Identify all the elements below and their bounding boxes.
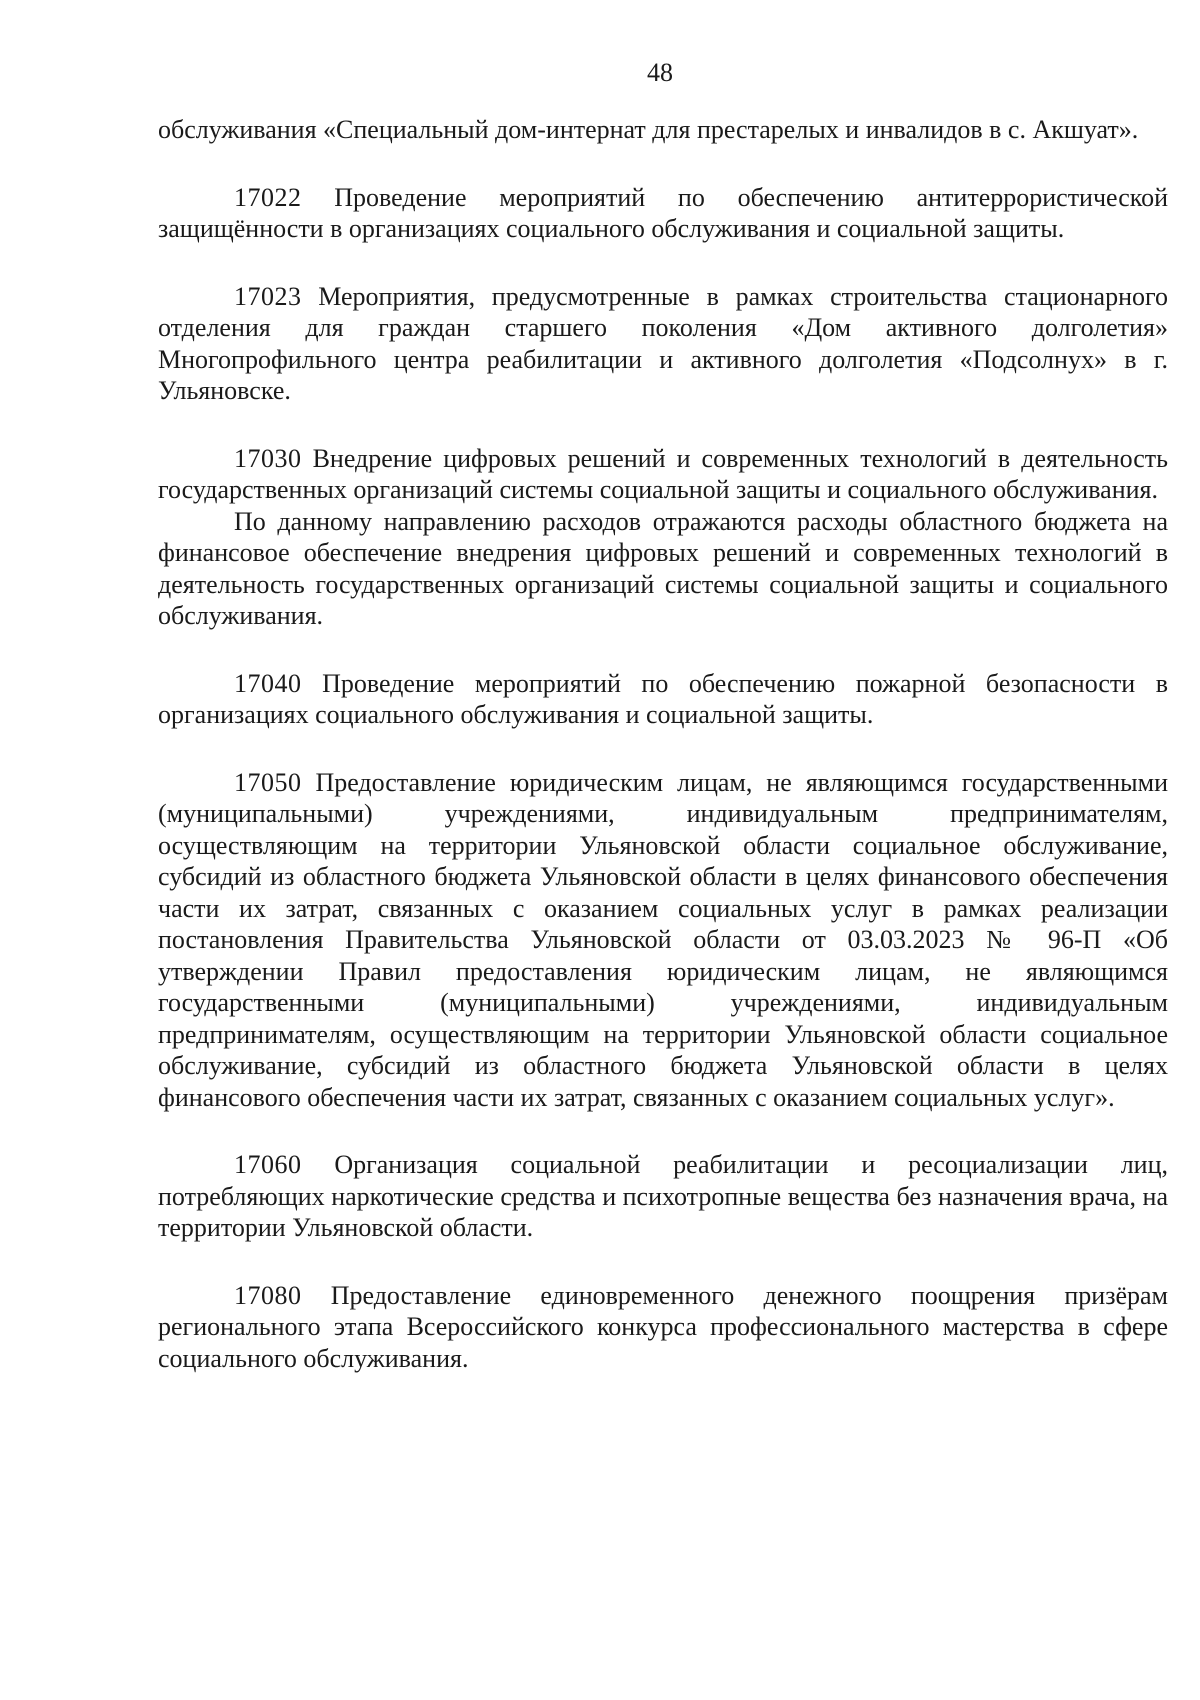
paragraph bbox=[158, 182, 1168, 245]
document-body bbox=[158, 114, 1168, 1374]
section-17023 bbox=[158, 281, 1168, 407]
section-17040 bbox=[158, 668, 1168, 731]
paragraph bbox=[158, 767, 1168, 1114]
paragraph bbox=[158, 114, 1168, 146]
section-intro-continuation bbox=[158, 114, 1168, 146]
budget-code: 17080 bbox=[234, 1280, 302, 1310]
budget-code: 17022 bbox=[234, 182, 302, 212]
paragraph bbox=[158, 1149, 1168, 1244]
paragraph-text: Внедрение цифровых решений и современных технологий в деятельность государственных организаций системы социальной защиты и социального обслуживания. bbox=[158, 443, 1169, 504]
page-number: 48 bbox=[647, 58, 673, 87]
paragraph-text: Предоставление единовременного денежного поощрения призёрам регионального этапа Всероссийского конкурса профессионального мастерства в сфере социального обслуживания. bbox=[158, 1280, 1168, 1373]
budget-code: 17023 bbox=[234, 281, 302, 311]
section-17080 bbox=[158, 1280, 1168, 1375]
paragraph bbox=[158, 1280, 1168, 1375]
budget-code: 17060 bbox=[234, 1150, 302, 1179]
paragraph-text: обслуживания «Специальный дом-интернат для престарелых и инвалидов в с. Акшуат». bbox=[158, 115, 1139, 144]
paragraph bbox=[158, 506, 1168, 632]
paragraph-text: Мероприятия, предусмотренные в рамках строительства стационарного отделения для граждан старшего поколения «Дом активного долголетия» Многопрофильного центра реабилитации и активного долголетия «Подсолнух» в г. Ульяновске. bbox=[158, 281, 1169, 405]
budget-code: 17030 bbox=[234, 443, 302, 473]
budget-code: 17050 bbox=[234, 767, 302, 797]
paragraph-text: По данному направлению расходов отражаются расходы областного бюджета на финансовое обеспечение внедрения цифровых решений и современных технологий в деятельность государственных организаций системы социальной защиты и социального обслуживания. bbox=[158, 506, 1168, 630]
section-17060 bbox=[158, 1149, 1168, 1244]
paragraph-text: Организация социальной реабилитации и ресоциализации лиц, потребляющих наркотические средства и психотропные вещества без назначения врача, на территории Ульяновской области. bbox=[158, 1150, 1169, 1242]
section-17030 bbox=[158, 443, 1168, 632]
budget-code: 17040 bbox=[234, 668, 302, 698]
paragraph-text: Предоставление юридическим лицам, не являющимся государственными (муниципальными) учреждениями, индивидуальным предпринимателям, осуществляющим на территории Ульяновской области социальное обслуживание, субсидий из областного бюджета Ульяновской области в целях финансового обеспечения части их затрат, связанных с оказанием социальных услуг в рамках реализации постановления Правительства Ульяновской области от 03.03.2023 № 96-П «Об утверждении Правил предоставления юридическим лицам, не являющимся государственными (муниципальными) учреждениями, индивидуальным предпринимателям, осуществляющим на территории Ульяновской области социальное обслуживание, субсидий из областного бюджета Ульяновской области в целях финансового обеспечения части их затрат, связанных с оказанием социальных услуг». bbox=[158, 767, 1168, 1112]
paragraph-text: Проведение мероприятий по обеспечению антитеррористической защищённости в организациях социального обслуживания и социальной защиты. bbox=[158, 182, 1168, 243]
paragraph bbox=[158, 668, 1168, 731]
paragraph-text: Проведение мероприятий по обеспечению пожарной безопасности в организациях социального обслуживания и социальной защиты. bbox=[158, 668, 1169, 729]
paragraph bbox=[158, 443, 1168, 506]
section-17050 bbox=[158, 767, 1168, 1114]
section-17022 bbox=[158, 182, 1168, 245]
paragraph bbox=[158, 281, 1168, 407]
